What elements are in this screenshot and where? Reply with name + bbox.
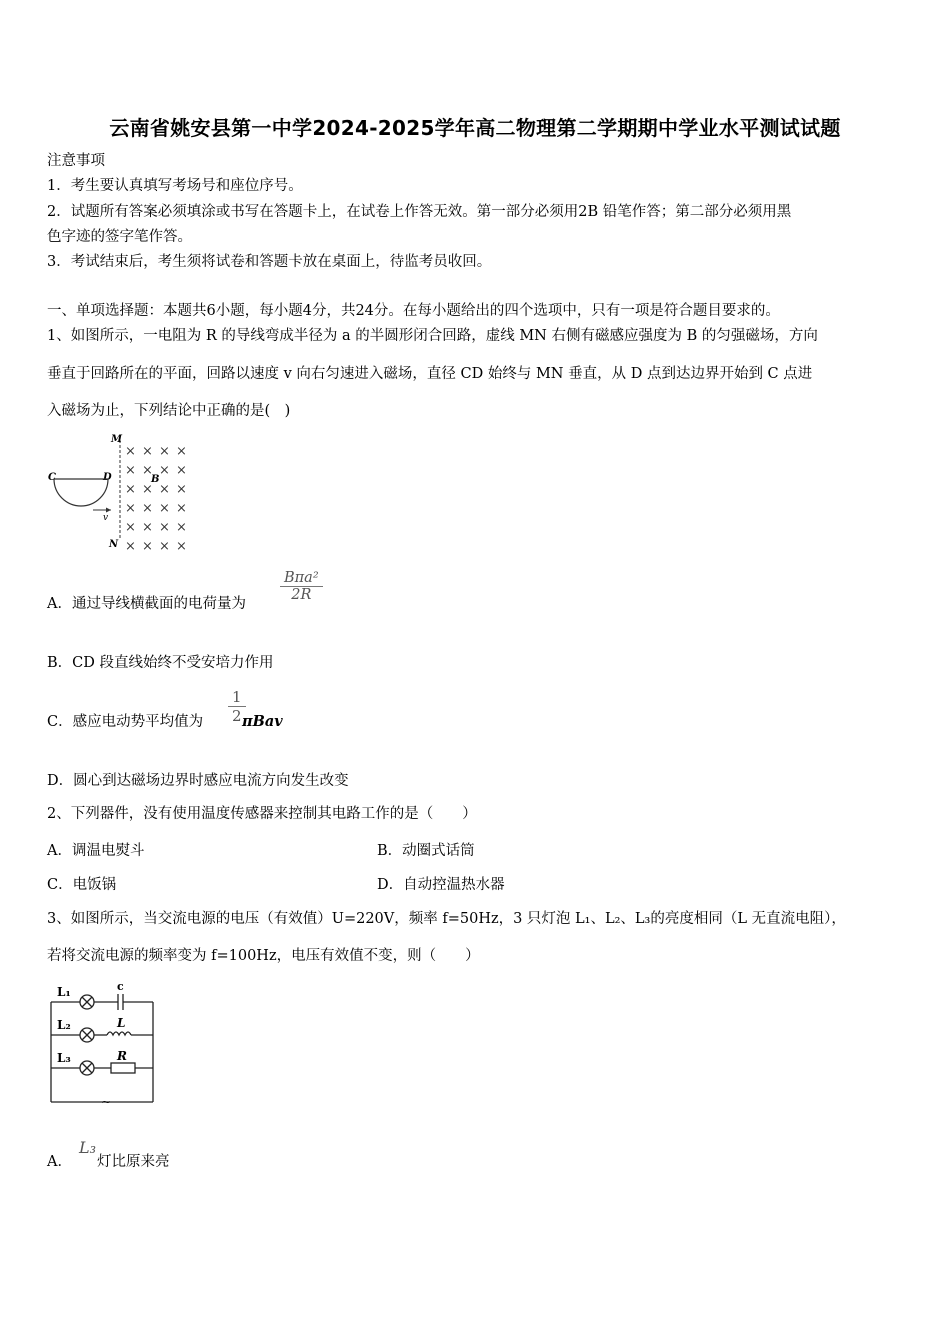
field-cross: × [125, 463, 136, 478]
section-heading: 一、单项选择题：本题共6小题，每小题4分，共24分。在每小题给出的四个选项中，只有一项是符合题目要求的。 [47, 303, 780, 319]
label-c: c [117, 980, 124, 993]
page-title: 云南省姚安县第一中学2024-2025学年高二物理第二学期期中学业水平测试试题 [109, 116, 841, 140]
q1-option-a-fraction [280, 570, 323, 603]
label-M: M [111, 434, 123, 445]
q3-circuit-figure [45, 980, 160, 1110]
label-L: L [117, 1016, 126, 1030]
note-item-3: 3．考试结束后，考生须将试卷和答题卡放在桌面上，待监考员收回。 [47, 254, 492, 270]
q2-option-b: B．动圈式话筒 [377, 843, 475, 859]
label-L1: L₁ [57, 985, 71, 999]
fraction-numerator: Bπa² [284, 570, 319, 586]
label-R: R [117, 1049, 127, 1063]
note-item-2: 2．试题所有答案必须填涂或书写在答题卡上，在试卷上作答无效。第一部分必须用2B 铅笔作答；第二部分必须用黑 [47, 204, 792, 220]
field-cross: × [125, 501, 136, 516]
q3-stem-line1: 3、如图所示，当交流电源的电压（有效值）U=220V，频率 f=50Hz，3 只灯泡 L₁、L₂、L₃的亮度相同（L 无直流电阻）， [47, 911, 846, 927]
field-cross: × [176, 501, 187, 516]
field-cross: × [125, 539, 136, 550]
label-v: v [103, 513, 109, 523]
q3-option-a-prefix: A． [47, 1154, 72, 1170]
label-C: C [48, 472, 56, 483]
q1-option-c-text: C．感应电动势平均值为 [47, 714, 204, 730]
label-B: B [151, 474, 160, 485]
field-cross: × [142, 444, 153, 459]
q3-option-a-symbol: L₃ [79, 1138, 97, 1157]
q1-stem-line2: 垂直于回路所在的平面，回路以速度 v 向右匀速进入磁场，直径 CD 始终与 MN 垂直，从 D 点到达边界开始到 C 点进 [47, 366, 813, 382]
field-cross: × [142, 520, 153, 535]
q2-option-d: D．自动控温热水器 [377, 877, 505, 893]
field-cross: × [176, 463, 187, 478]
q1-stem-line3: 入磁场为止，下列结论中正确的是( ) [47, 403, 291, 419]
q3-option-a-text: 灯比原来亮 [97, 1154, 170, 1170]
field-cross: × [176, 444, 187, 459]
field-cross: × [176, 520, 187, 535]
q1-stem-line1: 1、如图所示，一电阻为 R 的导线弯成半径为 a 的半圆形闭合回路，虚线 MN 右侧有磁感应强度为 B 的匀强磁场，方向 [47, 328, 818, 344]
field-cross: × [176, 482, 187, 497]
field-cross: × [159, 539, 170, 550]
field-cross: × [125, 520, 136, 535]
q1-option-d: D．圆心到达磁场边界时感应电流方向发生改变 [47, 773, 349, 789]
field-cross: × [125, 444, 136, 459]
q3-stem-line2: 若将交流电源的频率变为 f=100Hz，电压有效值不变，则（ ） [47, 948, 480, 964]
q2-stem: 2、下列器件，没有使用温度传感器来控制其电路工作的是（ ） [47, 806, 477, 822]
field-cross: × [159, 520, 170, 535]
q1-option-a [47, 595, 246, 613]
note-item-1: 1．考生要认真填写考场号和座位序号。 [47, 178, 303, 194]
fraction-numerator: 1 [232, 688, 242, 706]
notes-heading: 注意事项 [47, 153, 105, 169]
label-L3: L₃ [57, 1051, 71, 1065]
fraction-denominator: 2R [280, 586, 323, 603]
label-D: D [103, 472, 112, 483]
field-cross: × [142, 463, 153, 478]
field-cross: × [176, 539, 187, 550]
ac-source-symbol: ~ [101, 1095, 112, 1109]
label-N: N [109, 539, 119, 550]
field-cross: × [159, 482, 170, 497]
field-cross: × [142, 482, 153, 497]
q1-option-b: B．CD 段直线始终不受安培力作用 [47, 655, 274, 671]
field-cross: × [159, 501, 170, 516]
note-item-2-cont: 色字迹的签字笔作答。 [47, 229, 192, 245]
q2-option-c: C．电饭锅 [47, 877, 117, 893]
field-cross: × [125, 482, 136, 497]
fraction-denominator: 2 [228, 706, 246, 725]
q1-option-a-text: A．通过导线横截面的电荷量为 [47, 596, 246, 612]
q1-option-c-tail: πBav [242, 713, 283, 730]
field-cross: × [159, 444, 170, 459]
field-cross: × [142, 539, 153, 550]
field-cross: × [142, 501, 153, 516]
q2-option-a: A．调温电熨斗 [47, 843, 145, 859]
q1-magnetic-field-figure [45, 430, 205, 550]
label-L2: L₂ [57, 1018, 71, 1032]
field-cross: × [159, 463, 170, 478]
